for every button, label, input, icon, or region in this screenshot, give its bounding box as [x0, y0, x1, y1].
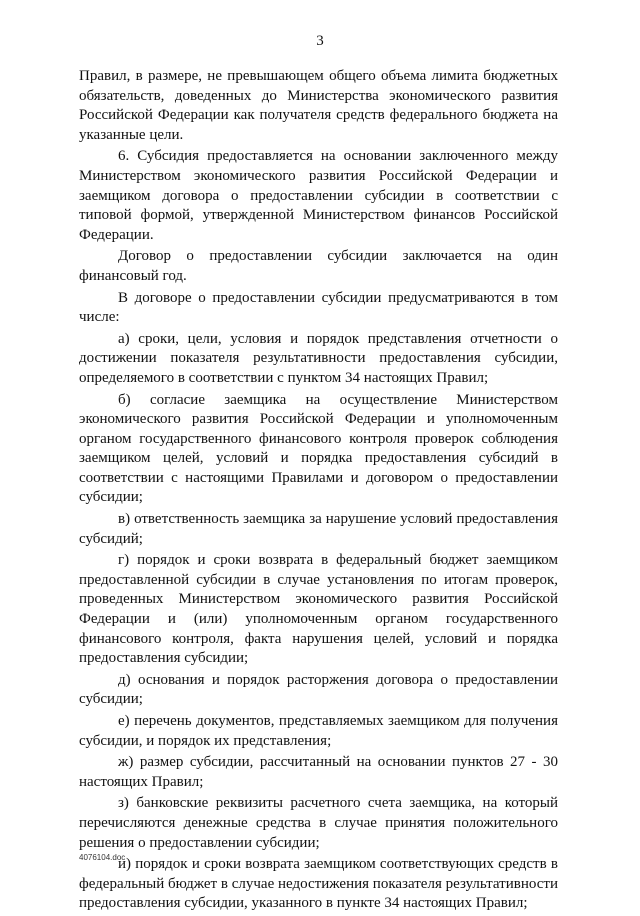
paragraph-subitem-a: а) сроки, цели, условия и порядок представления отчетности о достижении показателя результативности предоставления субсидии, определяемого в соответствии с пунктом 34 настоящих Правил; — [79, 330, 558, 386]
paragraph-subitem-i: и) порядок и сроки возврата заемщиком соответствующих средств в федеральный бюджет в случае недостижения показателя результативности предоставления субсидии, указанного в пункте 34 настоящих Правил; — [79, 856, 558, 912]
paragraph-subitem-b: б) согласие заемщика на осуществление Министерством экономического развития Российской Федерации и уполномоченным органом государственного финансового контроля проверок соблюдения заемщиком целей, условий и порядка предоставления субсидий в соответствии с настоящими Правилами и договором о предоставлении субсидии; — [79, 391, 558, 506]
page-number: 3 — [316, 33, 324, 49]
paragraph-subitem-z: з) банковские реквизиты расчетного счета заемщика, на который перечисляются денежные средства в случае принятия положительного решения о предоставлении субсидии; — [79, 795, 558, 851]
document-body — [79, 67, 558, 916]
paragraph-subitem-v: в) ответственность заемщика за нарушение условий предоставления субсидий; — [79, 511, 558, 547]
paragraph-subitem-g: г) порядок и сроки возврата в федеральный бюджет заемщиком предоставленной субсидии в случае установления по итогам проверок, проведенных Министерством экономического развития Российской Федерации и (или) уполномоченным органом государственного финансового контроля, факта нарушения целей, условий и порядка предоставления субсидии; — [79, 552, 558, 667]
paragraph-contract-contents-intro: В договоре о предоставлении субсидии предусматриваются в том числе: — [79, 289, 558, 326]
paragraph-subitem-zh: ж) размер субсидии, рассчитанный на основании пунктов 27 - 30 настоящих Правил; — [79, 754, 558, 790]
paragraph-subitem-e: е) перечень документов, представляемых заемщиком для получения субсидии, и порядок их представления; — [79, 713, 558, 749]
paragraph-subitem-d: д) основания и порядок расторжения договора о предоставлении субсидии; — [79, 671, 558, 708]
document-footer-filename: 4076104.doc — [79, 853, 126, 862]
paragraph-continuation: Правил, в размере, не превышающем общего объема лимита бюджетных обязательств, доведенных до Министерства экономического развития Российской Федерации как получателя средств федерального бюджета на указанные цели. — [79, 68, 558, 143]
paragraph-contract-term: Договор о предоставлении субсидии заключается на один финансовый год. — [79, 248, 558, 284]
paragraph-item-6: 6. Субсидия предоставляется на основании заключенного между Министерством экономического развития Российской Федерации и заемщиком договора о предоставлении субсидии в соответствии с типовой формой, утвержденной Министерством финансов Российской Федерации. — [79, 148, 558, 243]
